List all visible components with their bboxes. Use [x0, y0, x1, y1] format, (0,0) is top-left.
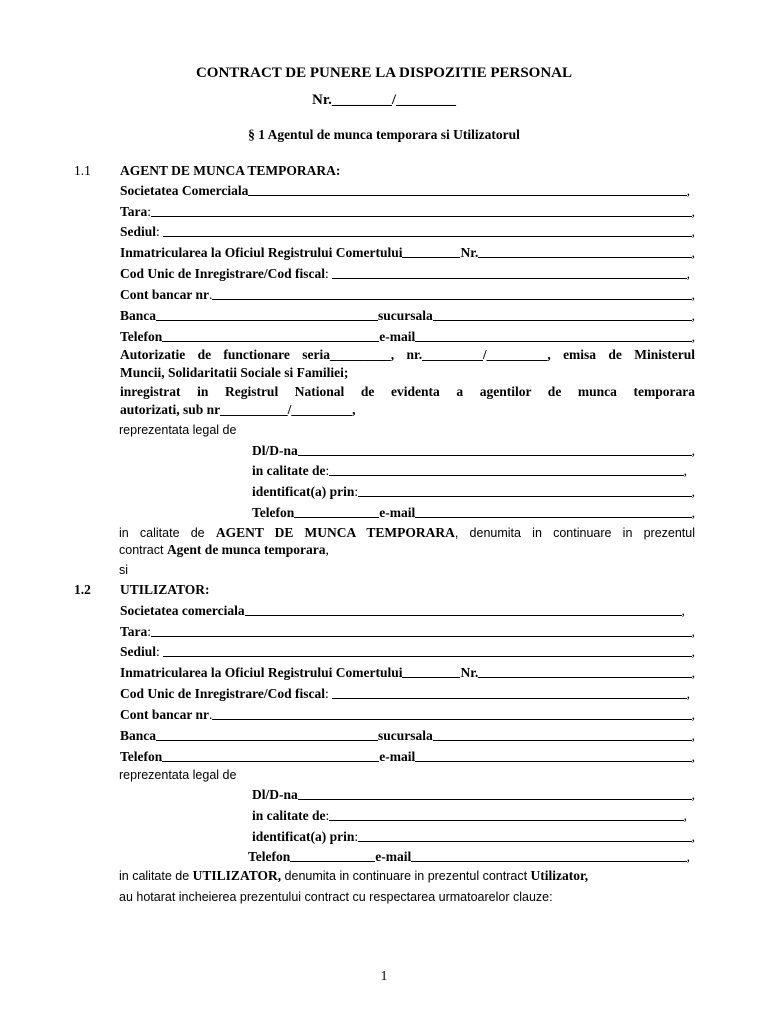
agent-registry-input[interactable]	[402, 243, 460, 258]
user-seat-field: Sediul : ,	[120, 644, 695, 659]
agent-rep-identified-field: identificat(a) prin : ,	[252, 484, 695, 499]
user-bank-input[interactable]	[156, 726, 378, 741]
user-cui-input[interactable]	[332, 684, 686, 699]
user-cui-field: Cod Unic de Inregistrare/Cod fiscal : ,	[120, 686, 690, 701]
agent-rep-capacity-input[interactable]	[329, 461, 683, 476]
user-legal-rep-label: reprezentata legal de	[119, 768, 237, 782]
agent-rep-name-field: Dl/D-na ,	[252, 443, 695, 458]
user-branch-input[interactable]	[433, 726, 692, 741]
user-rep-identified-input[interactable]	[358, 827, 691, 842]
agent-phone-input[interactable]	[162, 327, 379, 342]
user-country-input[interactable]	[151, 622, 692, 637]
agent-authorization-line2: Muncii, Solidaritatii Sociale si Familiei;	[120, 365, 349, 380]
user-email-input[interactable]	[415, 747, 691, 762]
agent-rep-contact-field: Telefon e-mail ,	[252, 505, 695, 520]
user-registry-field: Inmatricularea la Oficiul Registrului Comertului Nr. ,	[120, 665, 695, 680]
agent-registry-line1: inregistrat in Registrul National de evidenta a agentilor de munca temporara	[120, 384, 695, 399]
user-phone-input[interactable]	[162, 747, 379, 762]
agent-company-input[interactable]	[248, 181, 686, 196]
agent-rep-email-input[interactable]	[415, 503, 691, 518]
user-seat-input[interactable]	[163, 642, 691, 657]
agent-bank-account-field: Cont bancar nr . ,	[120, 287, 695, 302]
section-heading: § 1 Agentul de munca temporara si Utilizatorul	[248, 127, 520, 142]
agent-seat-field: Sediul : ,	[120, 224, 695, 239]
user-rep-email-input[interactable]	[411, 847, 686, 862]
agent-email-input[interactable]	[415, 327, 691, 342]
agent-capacity-line2: contract Agent de munca temporara,	[119, 542, 329, 557]
agent-rep-identified-input[interactable]	[358, 482, 691, 497]
user-registry-input[interactable]	[402, 663, 460, 678]
user-section-number: 1.2	[74, 582, 91, 597]
agent-authorization-line1: Autorizatie de functionare seria_________, nr._________/_________, emisa de Ministerul	[120, 347, 695, 362]
agent-rep-phone-input[interactable]	[294, 503, 379, 518]
user-country-field: Tara : ,	[120, 624, 695, 639]
agent-seat-input[interactable]	[163, 222, 691, 237]
agent-cui-input[interactable]	[332, 264, 686, 279]
agent-registry-field: Inmatricularea la Oficiul Registrului Comertului Nr. ,	[120, 245, 695, 260]
user-registry-nr-input[interactable]	[478, 663, 691, 678]
user-rep-phone-input[interactable]	[290, 847, 375, 862]
agent-phone-field: Telefon e-mail ,	[120, 329, 695, 344]
user-rep-identified-field: identificat(a) prin : ,	[252, 829, 695, 844]
agent-bank-field: Banca sucursala ,	[120, 308, 695, 323]
user-company-input[interactable]	[245, 601, 682, 616]
agent-registry-line2: autorizati, sub nr__________/_________,	[120, 402, 356, 417]
agent-capacity-line1: in calitate de AGENT DE MUNCA TEMPORARA, denumita in continuare in prezentul	[119, 525, 695, 540]
agent-company-field: Societatea Comerciala ,	[120, 183, 690, 198]
agent-branch-input[interactable]	[433, 306, 692, 321]
agent-rep-capacity-field: in calitate de : ,	[252, 463, 687, 478]
user-company-field: Societatea comerciala ,	[120, 603, 685, 618]
user-bank-account-field: Cont bancar nr . ,	[120, 707, 695, 722]
user-rep-contact-field: Telefon e-mail ,	[248, 849, 690, 864]
user-rep-name-input[interactable]	[298, 785, 692, 800]
user-heading: UTILIZATOR:	[120, 582, 210, 597]
agent-country-field: Tara : ,	[120, 204, 695, 219]
agent-registry-nr-input[interactable]	[478, 243, 691, 258]
agent-rep-name-input[interactable]	[298, 441, 692, 456]
contract-title: CONTRACT DE PUNERE LA DISPOZITIE PERSONAL	[195, 65, 573, 81]
agent-bank-account-input[interactable]	[212, 285, 691, 300]
agent-country-input[interactable]	[151, 202, 692, 217]
user-rep-capacity-input[interactable]	[329, 806, 683, 821]
agent-cui-field: Cod Unic de Inregistrare/Cod fiscal : ,	[120, 266, 690, 281]
contract-number: Nr.________/________	[311, 92, 457, 108]
user-rep-capacity-field: in calitate de : ,	[252, 808, 687, 823]
page-number: 1	[380, 968, 388, 983]
agent-section-number: 1.1	[74, 163, 91, 178]
conclusion-line: au hotarat incheierea prezentului contract cu respectarea urmatoarelor clauze:	[119, 890, 553, 904]
agent-bank-input[interactable]	[156, 306, 378, 321]
user-bank-field: Banca sucursala ,	[120, 728, 695, 743]
user-bank-account-input[interactable]	[212, 705, 691, 720]
agent-heading: AGENT DE MUNCA TEMPORARA:	[120, 163, 341, 178]
user-rep-name-field: Dl/D-na ,	[252, 787, 695, 802]
agent-legal-rep-label: reprezentata legal de	[119, 423, 237, 437]
user-phone-field: Telefon e-mail ,	[120, 749, 695, 764]
user-capacity-line: in calitate de UTILIZATOR, denumita in continuare in prezentul contract Utilizator,	[119, 868, 589, 883]
conjunction-and: si	[119, 563, 129, 577]
